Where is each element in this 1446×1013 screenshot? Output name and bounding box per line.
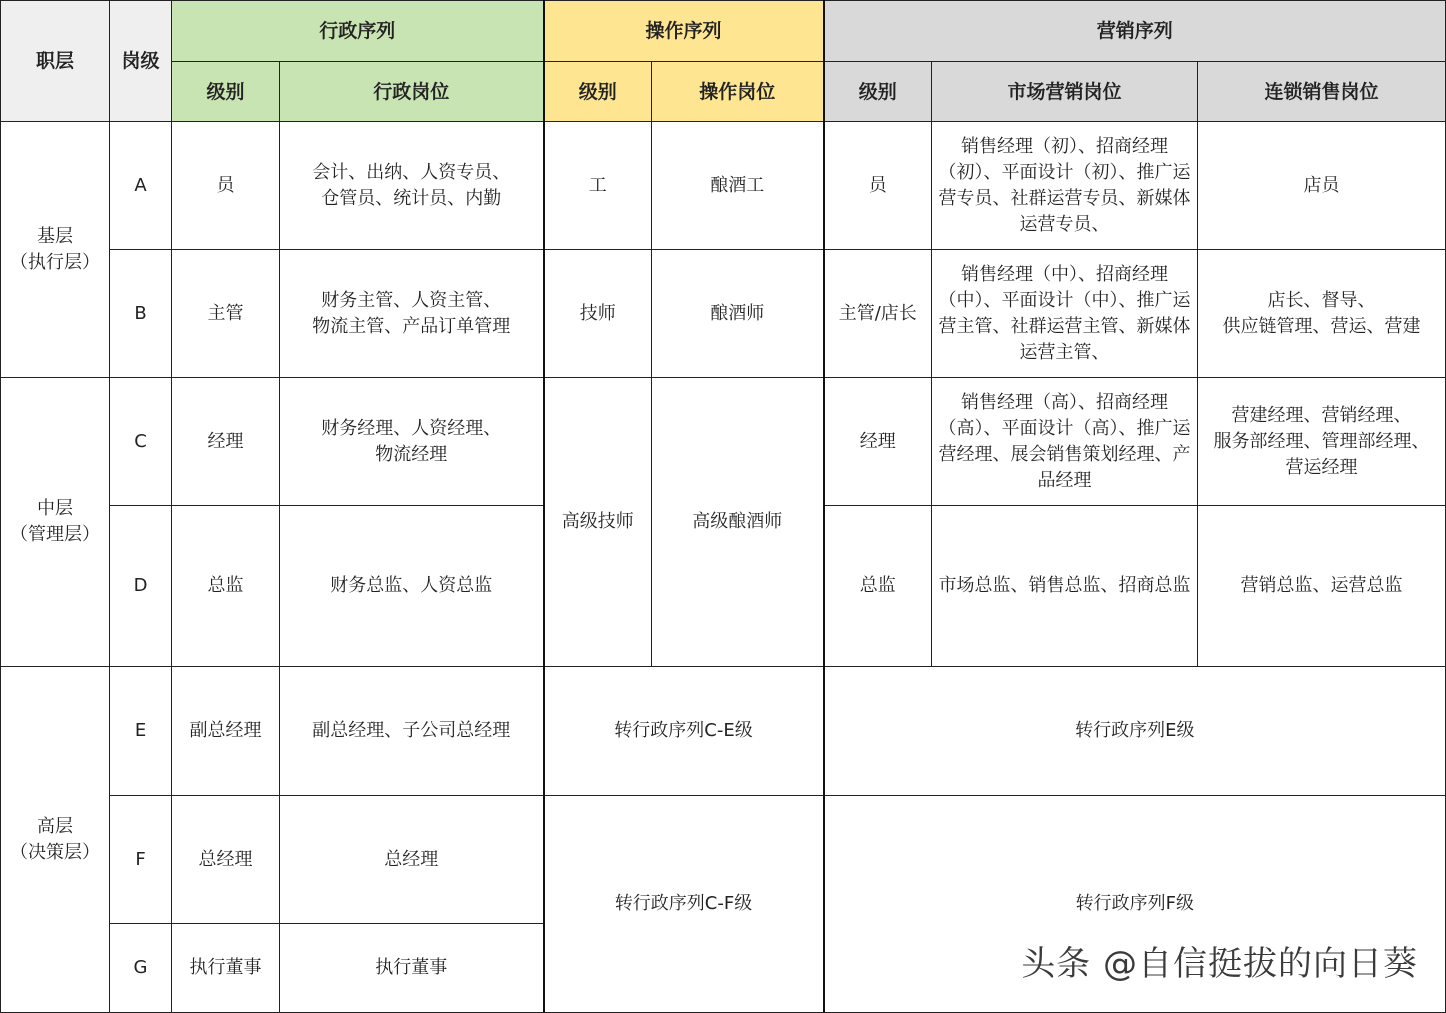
ops-positions-cell: 酿酒工 <box>652 122 824 250</box>
admin-level-cell: 副总经理 <box>172 667 280 796</box>
table-row <box>1 667 1446 796</box>
table-row <box>1 796 1446 924</box>
grade-cell: A <box>110 122 172 250</box>
table-row <box>1 122 1446 250</box>
header-mkt-series: 营销序列 <box>824 1 1446 62</box>
mkt-positions-cell: 市场总监、销售总监、招商总监 <box>932 506 1198 667</box>
admin-level-cell: 员 <box>172 122 280 250</box>
mkt-level-cell: 经理 <box>824 378 932 506</box>
mkt-transfer-cell: 转行政序列F级 <box>824 796 1446 1013</box>
admin-level-cell: 主管 <box>172 250 280 378</box>
mkt-level-cell: 员 <box>824 122 932 250</box>
header-admin-level: 级别 <box>172 62 280 122</box>
chain-positions-cell: 营建经理、营销经理、 服务部经理、管理部经理、 营运经理 <box>1198 378 1446 506</box>
tier-senior: 高层 （决策层） <box>1 667 110 1013</box>
ops-positions-cell: 酿酒师 <box>652 250 824 378</box>
header-tier: 职层 <box>1 1 110 122</box>
admin-positions-cell: 执行董事 <box>280 924 544 1013</box>
admin-level-cell: 总经理 <box>172 796 280 924</box>
mkt-positions-cell: 销售经理（初）、招商经理（初）、平面设计（初）、推广运营专员、社群运营专员、新媒体运营专员、 <box>932 122 1198 250</box>
header-grade: 岗级 <box>110 1 172 122</box>
tier-basic: 基层 （执行层） <box>1 122 110 378</box>
table-row <box>1 378 1446 506</box>
ops-level-cell: 工 <box>544 122 652 250</box>
admin-level-cell: 总监 <box>172 506 280 667</box>
header-ops-positions: 操作岗位 <box>652 62 824 122</box>
ops-level-cell: 技师 <box>544 250 652 378</box>
grade-cell: F <box>110 796 172 924</box>
tier-middle: 中层 （管理层） <box>1 378 110 667</box>
header-mkt-level: 级别 <box>824 62 932 122</box>
admin-level-cell: 执行董事 <box>172 924 280 1013</box>
mkt-positions-cell: 销售经理（高）、招商经理（高）、平面设计（高）、推广运营经理、展会销售策划经理、产品经理 <box>932 378 1198 506</box>
chain-positions-cell: 营销总监、运营总监 <box>1198 506 1446 667</box>
header-admin-series: 行政序列 <box>172 1 544 62</box>
header-mkt-positions: 市场营销岗位 <box>932 62 1198 122</box>
table-row <box>1 250 1446 378</box>
header-admin-positions: 行政岗位 <box>280 62 544 122</box>
mkt-transfer-cell: 转行政序列E级 <box>824 667 1446 796</box>
header-ops-series: 操作序列 <box>544 1 824 62</box>
header-ops-level: 级别 <box>544 62 652 122</box>
header-chain-positions: 连锁销售岗位 <box>1198 62 1446 122</box>
grade-cell: D <box>110 506 172 667</box>
chain-positions-cell: 店长、督导、 供应链管理、营运、营建 <box>1198 250 1446 378</box>
admin-positions-cell: 财务经理、人资经理、 物流经理 <box>280 378 544 506</box>
admin-positions-cell: 财务总监、人资总监 <box>280 506 544 667</box>
mkt-level-cell: 总监 <box>824 506 932 667</box>
grade-cell: G <box>110 924 172 1013</box>
grade-cell: C <box>110 378 172 506</box>
ops-level-cell: 高级技师 <box>544 378 652 667</box>
ops-transfer-cell: 转行政序列C-F级 <box>544 796 824 1013</box>
ops-positions-cell: 高级酿酒师 <box>652 378 824 667</box>
chain-positions-cell: 店员 <box>1198 122 1446 250</box>
watermark: 头条 @自信挺拔的向日葵 <box>1021 944 1418 984</box>
admin-positions-cell: 总经理 <box>280 796 544 924</box>
mkt-positions-cell: 销售经理（中）、招商经理（中）、平面设计（中）、推广运营主管、社群运营主管、新媒体运营主管、 <box>932 250 1198 378</box>
mkt-level-cell: 主管/店长 <box>824 250 932 378</box>
admin-positions-cell: 副总经理、子公司总经理 <box>280 667 544 796</box>
grade-cell: E <box>110 667 172 796</box>
admin-positions-cell: 财务主管、人资主管、 物流主管、产品订单管理 <box>280 250 544 378</box>
admin-positions-cell: 会计、出纳、人资专员、 仓管员、统计员、内勤 <box>280 122 544 250</box>
ops-transfer-cell: 转行政序列C-E级 <box>544 667 824 796</box>
grade-cell: B <box>110 250 172 378</box>
admin-level-cell: 经理 <box>172 378 280 506</box>
